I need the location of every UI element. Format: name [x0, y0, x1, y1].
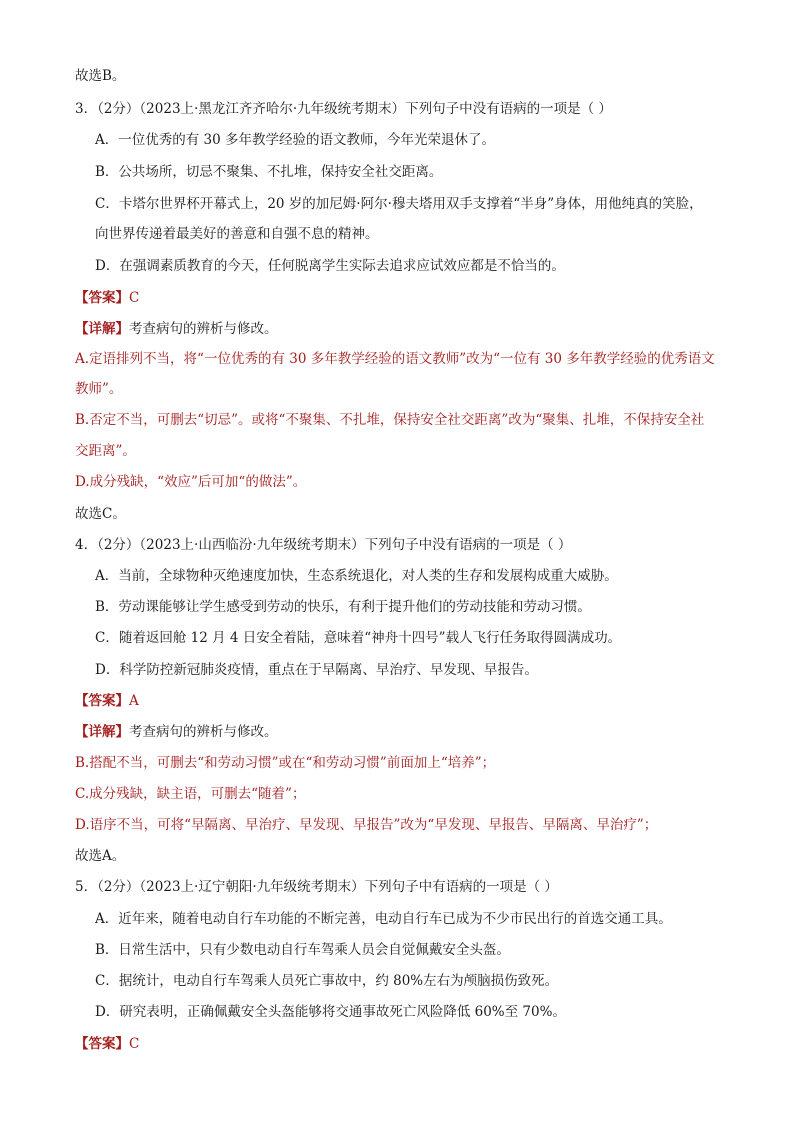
answer-label: 【答案】	[75, 290, 129, 306]
question-3-explanation-b-line2: 交距离”。	[75, 443, 136, 459]
question-4-explanation-c: C.成分残缺，缺主语，可删去“随着”；	[75, 786, 306, 802]
question-5-option-b: B．日常生活中，只有少数电动自行车驾乘人员会自觉佩戴安全头盔。	[95, 942, 510, 958]
question-4-explanation-b: B.搭配不当，可删去“和劳动习惯”或在“和劳动习惯”前面加上“培养”；	[75, 755, 496, 771]
question-3-answer	[75, 288, 735, 308]
answer-value: C	[129, 1036, 140, 1052]
question-4-detail	[75, 722, 735, 742]
previous-conclusion: 故选B。	[75, 68, 126, 84]
question-5-option-c: C．据统计，电动自行车驾乘人员死亡事故中，约 80%左右为颅脑损伤致死。	[95, 973, 559, 989]
question-3-option-c-line2: 向世界传递着最美好的善意和自强不息的精神。	[95, 226, 379, 242]
question-3-explanation-b-line1: B.否定不当，可删去“切忌”。或将“不聚集、不扎堆，保持安全社交距离”改为“聚集、扎堆，不保持安全社	[75, 412, 705, 428]
detail-text: 考查病句的辨析与修改。	[129, 321, 278, 337]
question-4-explanation-d: D.语序不当，可将“早隔离、早治疗、早发现、早报告”改为“早发现、早报告、早隔离、早治疗”；	[75, 817, 658, 833]
answer-value: A	[129, 693, 139, 709]
question-5-option-a: A．近年来，随着电动自行车功能的不断完善，电动自行车已成为不少市民出行的首选交通工具。	[95, 911, 672, 927]
question-3-stem: 3．（2分）（2023上·黑龙江齐齐哈尔·九年级统考期末）下列句子中没有语病的一项是（ ）	[75, 101, 612, 117]
question-4-option-d: D．科学防控新冠肺炎疫情，重点在于早隔离、早治疗、早发现、早报告。	[95, 662, 538, 678]
question-4-conclusion: 故选A。	[75, 848, 126, 864]
question-4-answer	[75, 691, 735, 711]
answer-label: 【答案】	[75, 693, 129, 709]
answer-value: C	[129, 290, 140, 306]
question-3-explanation-d: D.成分残缺，“效应”后可加“的做法”。	[75, 474, 307, 490]
question-5-answer	[75, 1034, 735, 1054]
question-4-stem: 4．（2分）（2023上·山西临汾·九年级统考期末）下列句子中没有语病的一项是（ ）	[75, 537, 572, 553]
question-3-option-b: B．公共场所，切忌不聚集、不扎堆，保持安全社交距离。	[95, 164, 443, 180]
question-3-option-d: D．在强调素质教育的今天，任何脱离学生实际去追求应试效应都是不恰当的。	[95, 258, 565, 274]
question-4-option-c: C．随着返回舱 12 月 4 日安全着陆，意味着“神舟十四号”载人飞行任务取得圆满成功。	[95, 630, 622, 646]
detail-label: 【详解】	[75, 724, 129, 740]
question-4-option-b: B．劳动课能够让学生感受到劳动的快乐，有利于提升他们的劳动技能和劳动习惯。	[95, 599, 591, 615]
question-5-stem: 5．（2分）（2023上·辽宁朝阳·九年级统考期末）下列句子中有语病的一项是（ ）	[75, 879, 558, 895]
question-3-option-c-line1: C．卡塔尔世界杯开幕式上，20 岁的加尼姆·阿尔·穆夫塔用双手支撑着“半身”身体，用他纯真的笑脸，	[95, 196, 703, 212]
detail-text: 考查病句的辨析与修改。	[129, 724, 278, 740]
question-3-explanation-a-line1: A.定语排列不当，将“一位优秀的有 30 多年教学经验的语文教师”改为“一位有 30 多年教学经验的优秀语文	[75, 351, 715, 367]
question-3-explanation-a-line2: 教师”。	[75, 381, 123, 397]
answer-label: 【答案】	[75, 1036, 129, 1052]
question-3-option-a: A．一位优秀的有 30 多年教学经验的语文教师，今年光荣退休了。	[95, 132, 496, 148]
question-3-conclusion: 故选C。	[75, 506, 126, 522]
detail-label: 【详解】	[75, 321, 129, 337]
question-5-option-d: D．研究表明，正确佩戴安全头盔能够将交通事故死亡风险降低 60%至 70%。	[95, 1004, 566, 1020]
question-4-option-a: A．当前，全球物种灭绝速度加快，生态系统退化，对人类的生存和发展构成重大威胁。	[95, 568, 618, 584]
question-3-detail	[75, 319, 735, 339]
